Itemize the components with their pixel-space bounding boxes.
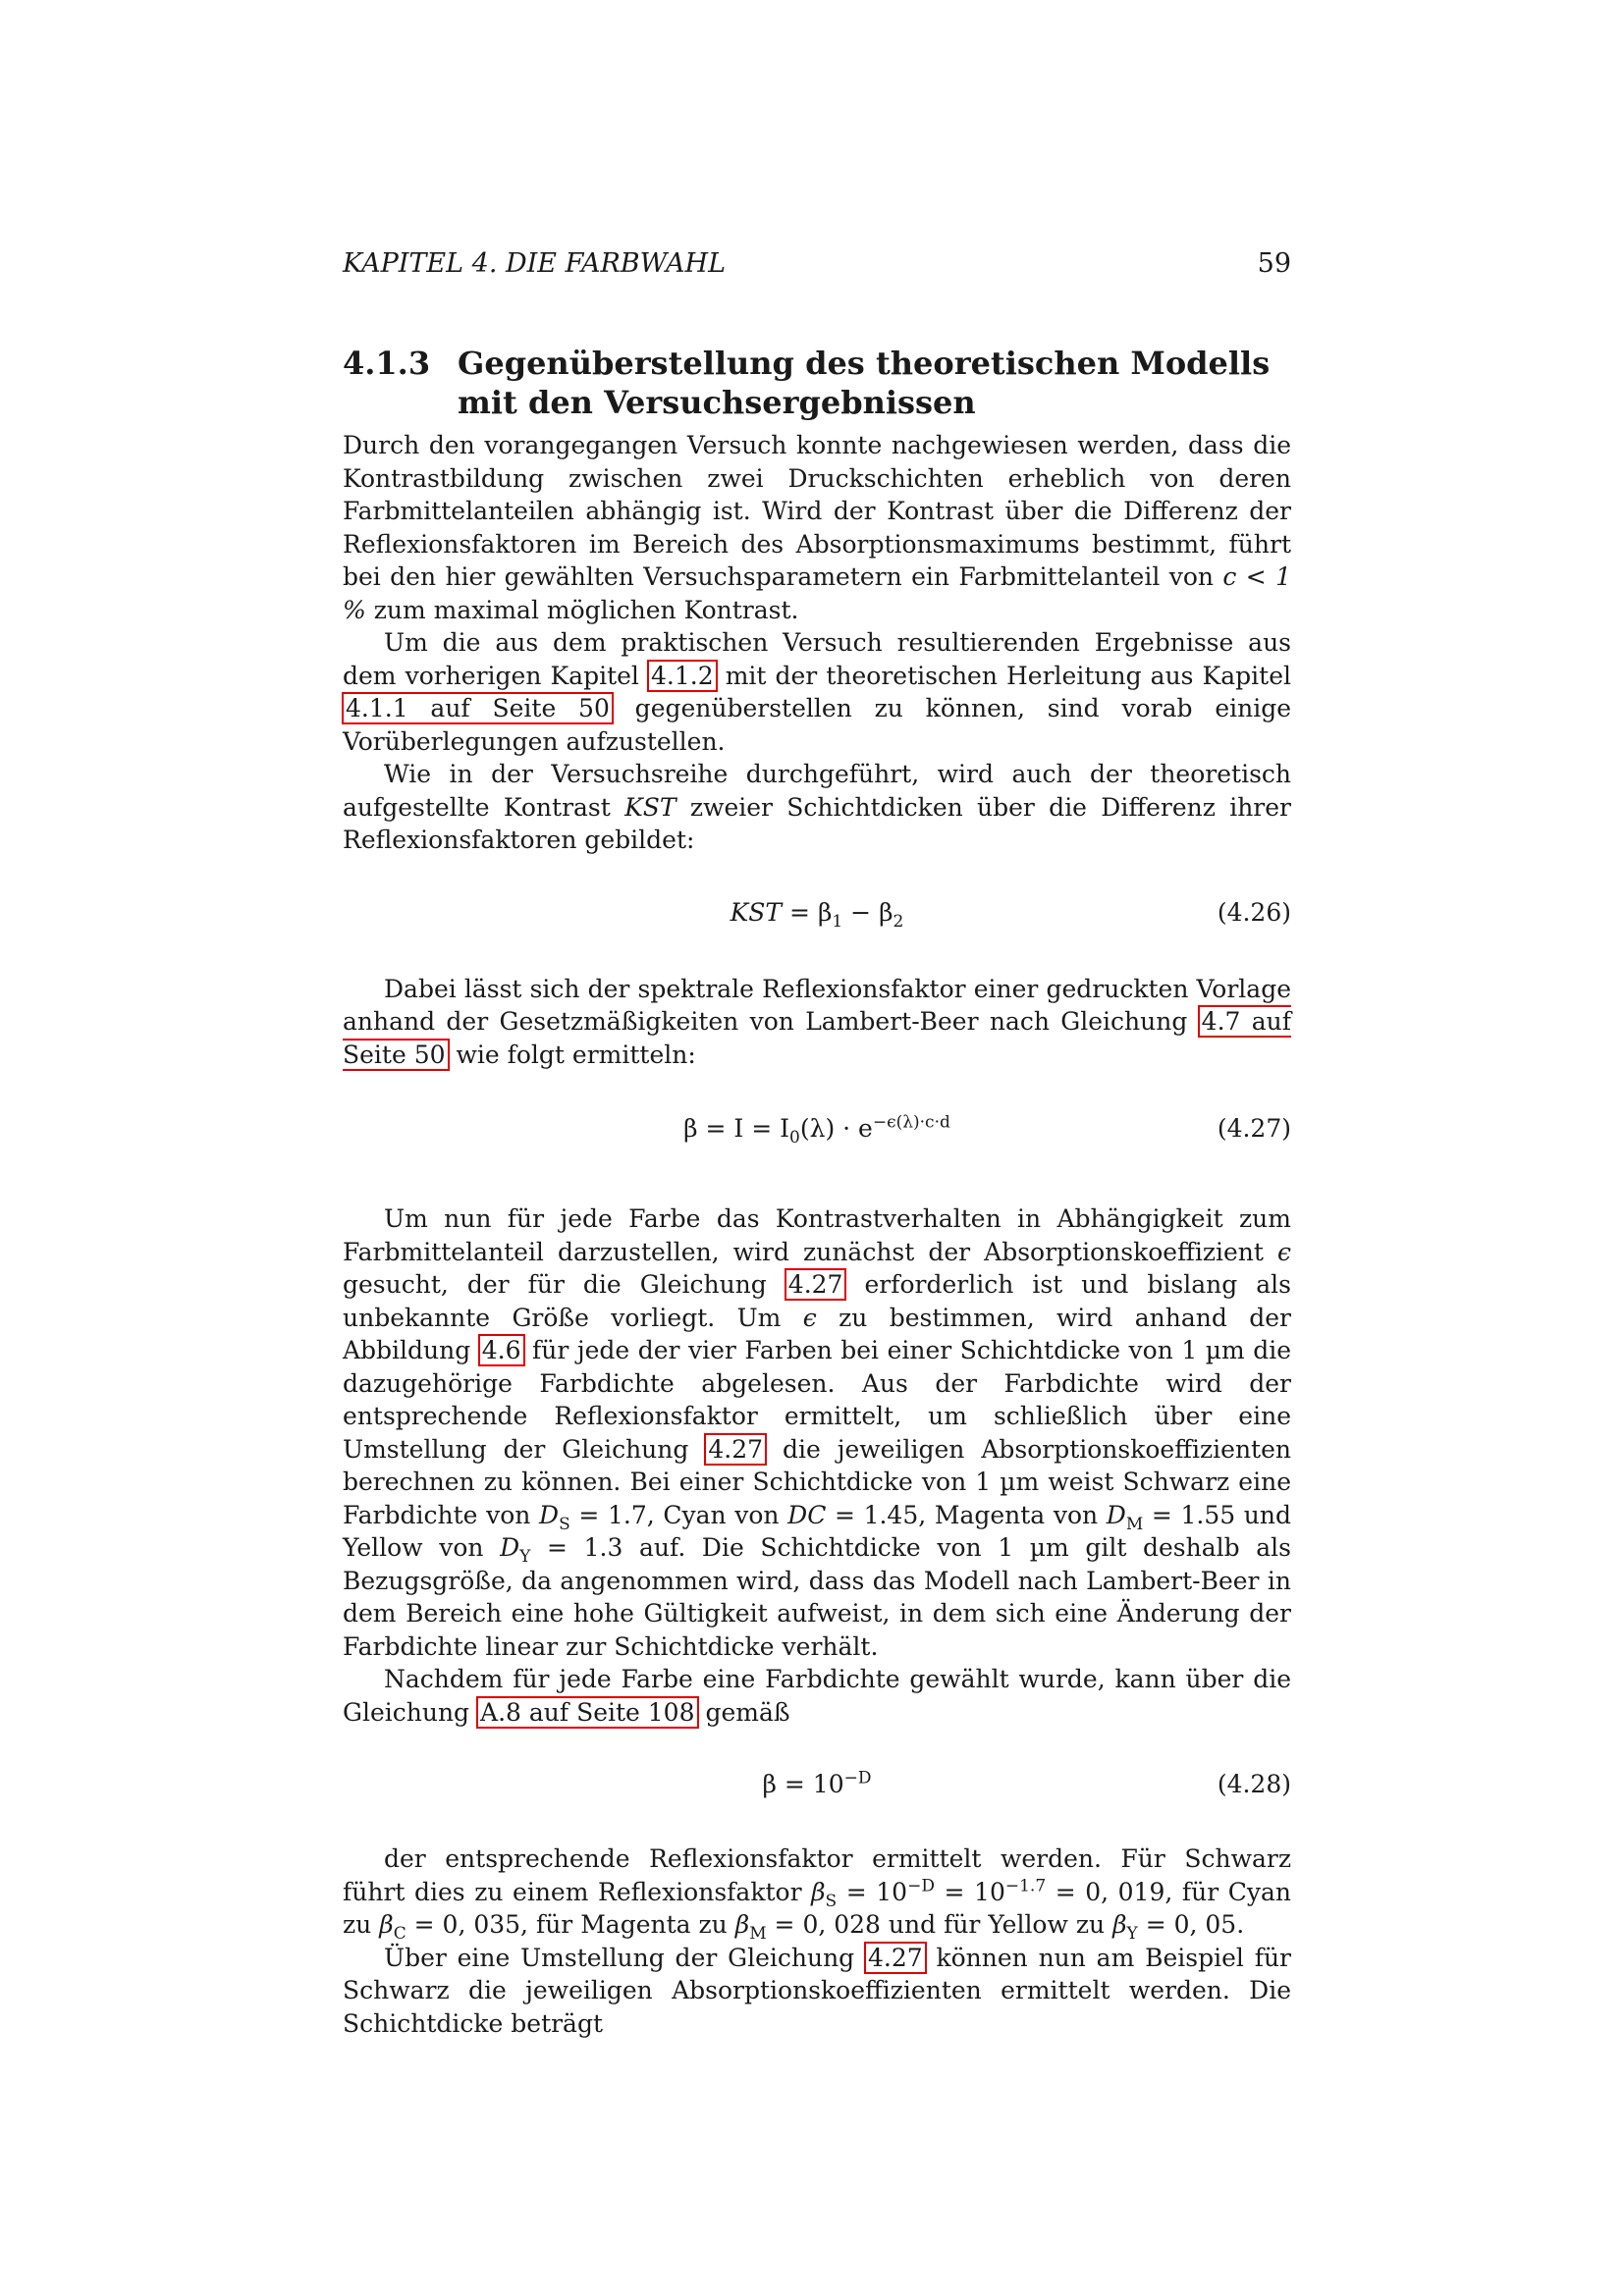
text: Nachdem für jede Farbe eine Farbdichte gewählt wurde, kann über die Gleichung: [343, 1665, 1291, 1727]
link-equation-a-8[interactable]: A.8 auf Seite 108: [476, 1696, 698, 1729]
main-text: [343, 429, 1291, 2040]
text: Durch den vorangegangen Versuch konnte nachgewiesen werden, dass die Kontrastbildung zwischen zwei Druckschichten erheblich von deren Farbmittelanteilen abhängig ist. Wird der Kontrast über die Differenz der Reflexionsfaktoren im Bereich des Absorptionsmaximums bestimmt, führt bei den hier gewählten Versuchsparametern ein Farbmittelanteil von: [343, 431, 1291, 591]
text: Um nun für jede Farbe das Kontrastverhalten in Abhängigkeit zum Farbmittelanteil darzustellen, wird zunächst der Absorptionskoeffizient: [343, 1204, 1291, 1266]
equation-formula: [343, 1768, 1291, 1801]
text: wie folgt ermitteln:: [448, 1040, 696, 1069]
link-equation-4-7[interactable]: 4.7 auf Seite 50: [343, 1007, 1292, 1069]
section-title: Gegenüberstellung des theoretischen Modells mit den Versuchsergebnissen: [458, 345, 1271, 421]
page-number: 59: [1257, 248, 1291, 279]
paragraph-4: [343, 973, 1291, 1072]
text: = 10: [934, 1877, 1005, 1906]
text: = 0, 019, für Cyan zu: [343, 1877, 1291, 1939]
paragraph-1: [343, 429, 1291, 626]
paragraph-2: [343, 626, 1291, 758]
link-section-4-1-1[interactable]: 4.1.1 auf Seite 50: [342, 692, 614, 724]
equation-number: (4.28): [1217, 1770, 1291, 1798]
text: = 1.55 und Yellow von: [343, 1500, 1291, 1562]
text: zweier Schichtdicken über die Differenz ihrer Reflexionsfaktoren gebildet:: [343, 792, 1291, 854]
section-heading: [343, 344, 1310, 422]
math: = β: [782, 897, 833, 927]
math-inline: KST: [624, 792, 677, 822]
text: gegenüberstellen zu können, sind vorab einige Vorüberlegungen aufzustellen.: [343, 694, 1292, 756]
text: = 0, 035, für Magenta zu: [406, 1910, 735, 1939]
math-sub: M: [1125, 1514, 1144, 1534]
math: − β: [842, 897, 893, 927]
math-sub: S: [559, 1514, 570, 1534]
link-figure-4-6[interactable]: 4.6: [478, 1334, 525, 1366]
section-number: 4.1.3: [343, 345, 431, 382]
math-inline: β: [734, 1910, 750, 1939]
math-inline: D: [500, 1533, 520, 1562]
equation-formula: [343, 896, 1291, 930]
text: für jede der vier Farben bei einer Schichtdicke von 1 µm die dazugehörige Farbdichte abgelesen. Aus der Farbdichte wird der entsprechende Reflexionsfaktor ermittelt, um schließlich über eine Umstellung der Gleichung: [343, 1336, 1291, 1464]
text: Um die aus dem praktischen Versuch resultierenden Ergebnisse aus dem vorherigen Kapitel: [343, 628, 1291, 690]
text: gemäß: [697, 1697, 790, 1727]
equation-number: (4.27): [1217, 1114, 1291, 1143]
math-sup: −D: [907, 1876, 935, 1896]
math-inline: β: [1112, 1910, 1127, 1939]
math-inline: ϵ: [802, 1303, 817, 1332]
math: β = 10: [762, 1770, 844, 1798]
text: gesucht, der für die Gleichung: [343, 1270, 785, 1299]
text: erforderlich ist und bislang als unbekannte Größe vorliegt. Um: [343, 1270, 1291, 1332]
paragraph-8: [343, 1942, 1291, 2041]
text: können nun am Beispiel für Schwarz die jeweiligen Absorptionskoeffizienten ermittelt werden. Die Schichtdicke beträgt: [343, 1943, 1291, 2038]
text: = 1.7, Cyan von: [569, 1500, 788, 1529]
math-sub: Y: [519, 1547, 531, 1567]
chapter-title: KAPITEL 4. DIE FARBWAHL: [343, 248, 727, 279]
link-equation-4-27[interactable]: 4.27: [864, 1942, 927, 1974]
text: = 1.3 auf. Die Schichtdicke von 1 µm gilt deshalb als Bezugsgröße, da angenommen wird, dass das Modell nach Lambert-Beer in dem Bereich eine hohe Gültigkeit aufweist, in dem sich eine Änderung der Farbdichte linear zur Schichtdicke verhält.: [343, 1533, 1291, 1661]
math-inline: D: [539, 1500, 560, 1529]
math-sub: 2: [893, 911, 904, 932]
math-sub: C: [393, 1924, 406, 1944]
math: (λ) · e: [799, 1114, 873, 1143]
math-sub: M: [749, 1924, 767, 1944]
text: der entsprechende Reflexionsfaktor ermittelt werden. Für Schwarz führt dies zu einem Reflexionsfaktor: [343, 1844, 1291, 1906]
equation-4-28: [343, 1752, 1291, 1835]
paragraph-3: [343, 758, 1291, 857]
math-sub: Y: [1126, 1924, 1138, 1944]
math-inline: ϵ: [1276, 1237, 1291, 1266]
math-sub: S: [825, 1891, 838, 1911]
link-equation-4-27[interactable]: 4.27: [785, 1268, 847, 1301]
paragraph-5: [343, 1202, 1291, 1663]
link-equation-4-27[interactable]: 4.27: [704, 1433, 767, 1466]
text: = 0, 05.: [1137, 1910, 1245, 1939]
equation-formula: [343, 1112, 1291, 1146]
math-sub: 1: [832, 911, 843, 932]
math: β = I = I: [683, 1114, 790, 1143]
text: zu bestimmen, wird anhand der Abbildung: [343, 1303, 1291, 1364]
math-inline: β: [379, 1910, 394, 1939]
math-inline: c < 1 %: [343, 562, 1291, 624]
running-header: [343, 248, 1291, 288]
text: Wie in der Versuchsreihe durchgeführt, wird auch der theoretisch aufgestellte Kontrast: [343, 760, 1291, 822]
paragraph-7: [343, 1842, 1291, 1942]
paragraph-6: [343, 1663, 1291, 1729]
equation-4-26: [343, 881, 1291, 957]
math-sub: 0: [789, 1128, 800, 1148]
text: zum maximal möglichen Kontrast.: [365, 595, 799, 624]
math-sup: −D: [843, 1768, 872, 1789]
text: = 0, 028 und für Yellow zu: [766, 1910, 1113, 1939]
text: = 10: [837, 1877, 908, 1906]
math-sup: −1.7: [1004, 1876, 1047, 1896]
text: die jeweiligen Absorptionskoeffizienten berechnen zu können. Bei einer Schichtdicke von 1 µm weist Schwarz eine Farbdichte von: [343, 1434, 1291, 1529]
text: = 1.45, Magenta von: [826, 1500, 1107, 1529]
link-section-4-1-2[interactable]: 4.1.2: [647, 660, 718, 692]
equation-4-27: [343, 1096, 1291, 1187]
math-inline: DC: [787, 1500, 827, 1529]
equation-number: (4.26): [1217, 897, 1291, 927]
text: mit der theoretischen Herleitung aus Kapitel: [716, 661, 1291, 690]
math-inline: D: [1106, 1500, 1126, 1529]
math-inline: β: [811, 1877, 826, 1906]
text: Über eine Umstellung der Gleichung: [384, 1943, 865, 1972]
math: KST: [730, 897, 783, 927]
math-sup: −ϵ(λ)·c·d: [872, 1112, 950, 1133]
text: Dabei lässt sich der spektrale Reflexionsfaktor einer gedruckten Vorlage anhand der Gesetzmäßigkeiten von Lambert-Beer nach Gleichung: [343, 974, 1291, 1036]
